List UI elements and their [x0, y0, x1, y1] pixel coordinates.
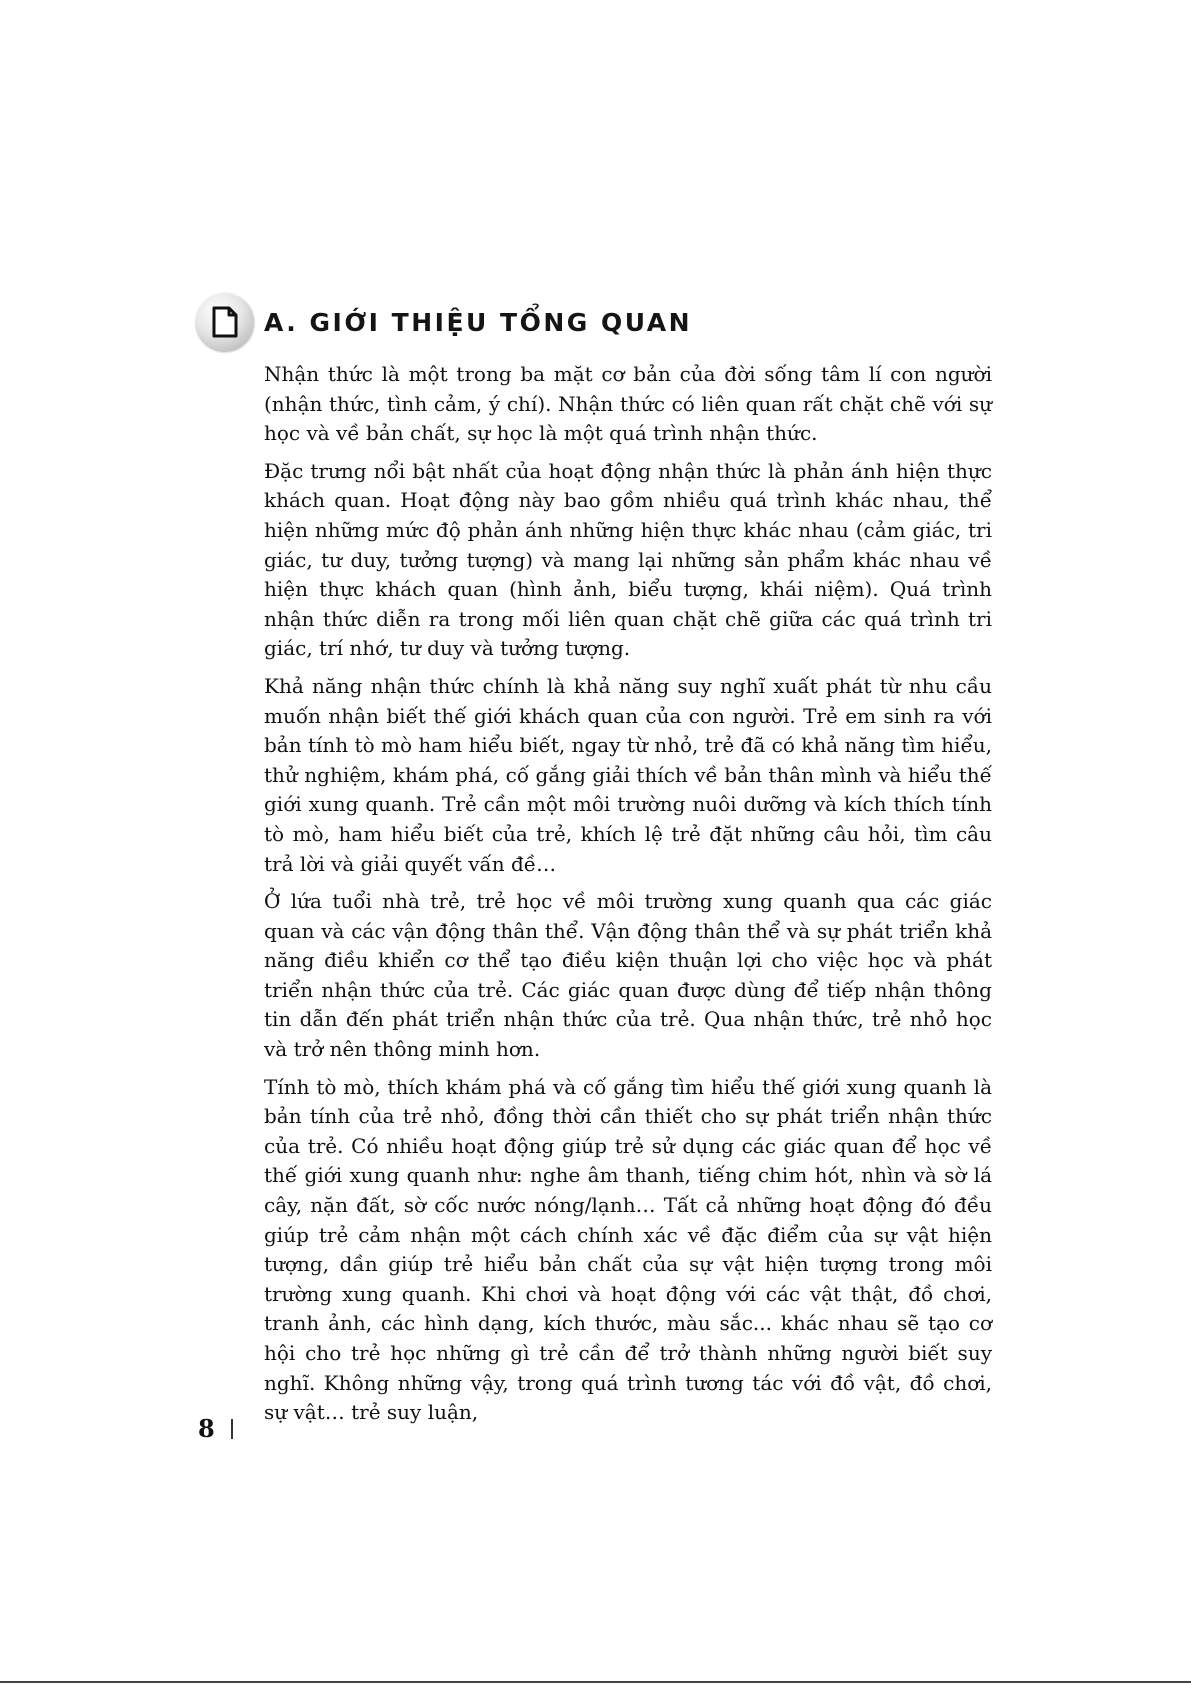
paragraph-5: Tính tò mò, thích khám phá và cố gắng tìm hiểu thế giới xung quanh là bản tính của trẻ nhỏ, đồng thời cần thiết cho sự phát triển nhận thức của trẻ. Có nhiều hoạt động giúp trẻ sử dụng các giác quan để học về thế giới xung quanh như: nghe âm thanh, tiếng chim hót, nhìn và sờ lá cây, nặn đất, sờ cốc nước nóng/lạnh… Tất cả những hoạt động đó đều giúp trẻ cảm nhận một cách chính xác về đặc điểm của sự vật hiện tượng, dần giúp trẻ hiểu bản chất của sự vật hiện tượng trong môi trường xung quanh. Khi chơi và hoạt động với các vật thật, đồ chơi, tranh ảnh, các hình dạng, kích thước, màu sắc... khác nhau sẽ tạo cơ hội cho trẻ học những gì trẻ cần để trở thành những người biết suy nghĩ. Không những vậy, trong quá trình tương tác với đồ vật, đồ chơi, sự vật… trẻ suy luận, [264, 1074, 992, 1425]
paragraph-2: Đặc trưng nổi bật nhất của hoạt động nhận thức là phản ánh hiện thực khách quan. Hoạt động này bao gồm nhiều quá trình khác nhau, thể hiện những mức độ phản ánh những hiện thực khác nhau (cảm giác, tri giác, tư duy, tưởng tượng) và mang lại những sản phẩm khác nhau về hiện thực khách quan (hình ảnh, biểu tượng, khái niệm). Quá trình nhận thức diễn ra trong mối liên quan chặt chẽ giữa các quá trình tri giác, trí nhớ, tư duy và tưởng tượng. [264, 458, 992, 661]
section-heading [196, 292, 692, 352]
folio-divider [231, 1419, 233, 1439]
body-text [264, 360, 992, 1436]
paragraph-1: Nhận thức là một trong ba mặt cơ bản của đời sống tâm lí con người (nhận thức, tình cảm, ý chí). Nhận thức có liên quan rất chặt chẽ với sự học và về bản chất, sự học là một quá trình nhận thức. [264, 362, 992, 446]
paragraph-3: Khả năng nhận thức chính là khả năng suy nghĩ xuất phát từ nhu cầu muốn nhận biết thế giới khách quan của con người. Trẻ em sinh ra với bản tính tò mò ham hiểu biết, ngay từ nhỏ, trẻ đã có khả năng tìm hiểu, thử nghiệm, khám phá, cố gắng giải thích về bản thân mình và hiểu thế giới xung quanh. Trẻ cần một môi trường nuôi dưỡng và kích thích tính tò mò, ham hiểu biết của trẻ, khích lệ trẻ đặt những câu hỏi, tìm câu trả lời và giải quyết vấn đề… [264, 673, 992, 876]
section-title: A. GIỚI THIỆU TỔNG QUAN [264, 307, 693, 337]
paragraph-4: Ở lứa tuổi nhà trẻ, trẻ học về môi trường xung quanh qua các giác quan và các vận động thân thể. Vận động thân thể và sự phát triển khả năng điều khiển cơ thể tạo điều kiện thuận lợi cho việc học và phát triển nhận thức của trẻ. Các giác quan được dùng để tiếp nhận thông tin dẫn đến phát triển nhận thức của trẻ. Qua nhận thức, trẻ nhỏ học và trở nên thông minh hơn. [264, 889, 992, 1062]
document-icon-glyph [210, 305, 240, 339]
document-icon [196, 293, 254, 351]
page-number: 8 [198, 1414, 215, 1443]
page-footer [198, 1414, 233, 1443]
bottom-divider [0, 1681, 1191, 1683]
